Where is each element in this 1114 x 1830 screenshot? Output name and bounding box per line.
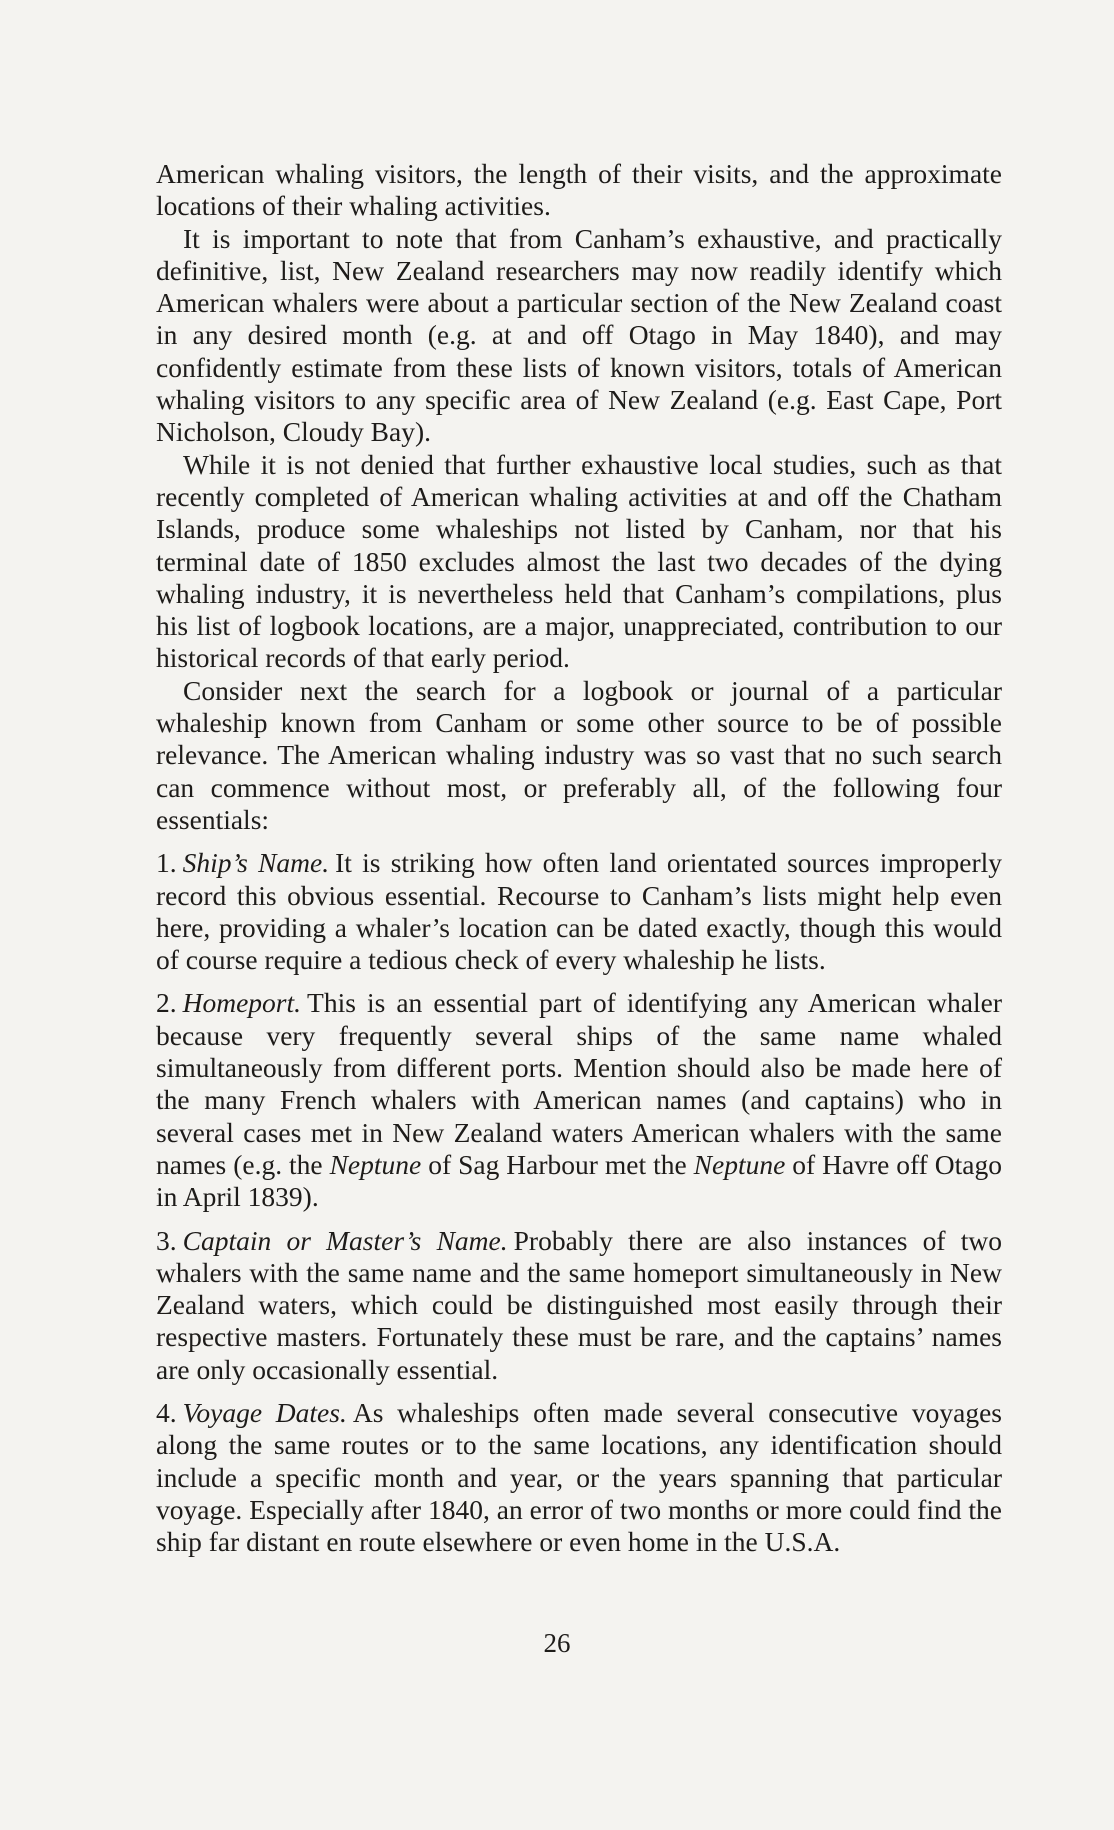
- item-heading: Captain or Master’s Name.: [182, 1224, 508, 1256]
- essential-item-1: [156, 847, 1002, 976]
- ship-name: Neptune: [329, 1148, 422, 1180]
- item-heading: Ship’s Name.: [182, 847, 330, 879]
- item-text: of Havre off Otago in April 1839).: [156, 1148, 1002, 1213]
- essential-item-2: [156, 987, 1002, 1213]
- item-text: It is striking how often land orientated sources improperly record this obvious essential. Recourse to Canham’s lists might help even here, providing a whaler’s location can be dated exactly, though this would of course require a tedious check of every whaleship he lists.: [156, 847, 1002, 976]
- body-text: [156, 158, 1002, 1558]
- item-heading: Voyage Dates.: [182, 1396, 347, 1428]
- page-number: 26: [543, 1628, 571, 1658]
- paragraph-2: It is important to note that from Canham’s exhaustive, and practically definitive, list, New Zealand researchers may now readily identify which American whalers were about a particular section of the New Zealand coast in any desired month (e.g. at and off Otago in May 1840), and may confidently estimate from these lists of known visitors, totals of American whaling visitors to any specific area of New Zealand (e.g. East Cape, Port Nicholson, Cloudy Bay).: [156, 222, 1002, 448]
- item-text: As whaleships often made several consecutive voyages along the same routes or to the same locations, any identification should include a specific month and year, or the years spanning that particular voyage. Especially after 1840, an error of two months or more could find the ship far distant en route elsewhere or even home in the U.S.A.: [156, 1396, 1002, 1558]
- ship-name: Neptune: [693, 1148, 786, 1180]
- paragraph-4: Consider next the search for a logbook or journal of a particular whaleship known from Canham or some other source to be of possible relevance. The American whaling industry was so vast that no such search can commence without most, or preferably all, of the following four essentials:: [156, 674, 1002, 835]
- essential-item-4: [156, 1397, 1002, 1558]
- item-text: of Sag Harbour met the: [421, 1148, 694, 1180]
- item-text: Probably there are also instances of two whalers with the same name and the same homeport simultaneously in New Zealand waters, which could be distinguished most easily through their respective masters. Fortunately these must be rare, and the captains’ names are only occasionally essential.: [156, 1224, 1002, 1385]
- item-number: 3.: [156, 1224, 177, 1256]
- paragraph-1: American whaling visitors, the length of their visits, and the approximate locations of their whaling activities.: [156, 158, 1002, 222]
- item-text: This is an essential part of identifying any American whaler because very frequently several ships of the same name whaled simultaneously from different ports. Mention should also be made here of the many French whalers with American names (and captains) who in several cases met in New Zealand waters American whalers with the same names (e.g. the: [156, 987, 1002, 1180]
- paragraph-3: While it is not denied that further exhaustive local studies, such as that recently completed of American whaling activities at and off the Chatham Islands, produce some whaleships not listed by Canham, nor that his terminal date of 1850 excludes almost the last two decades of the dying whaling industry, it is nevertheless held that Canham’s compilations, plus his list of logbook locations, are a major, unappreciated, contribution to our historical records of that early period.: [156, 448, 1002, 674]
- item-number: 1.: [156, 847, 177, 879]
- item-number: 4.: [156, 1396, 177, 1428]
- item-heading: Homeport.: [182, 987, 302, 1019]
- item-number: 2.: [156, 987, 177, 1019]
- essential-item-3: [156, 1225, 1002, 1386]
